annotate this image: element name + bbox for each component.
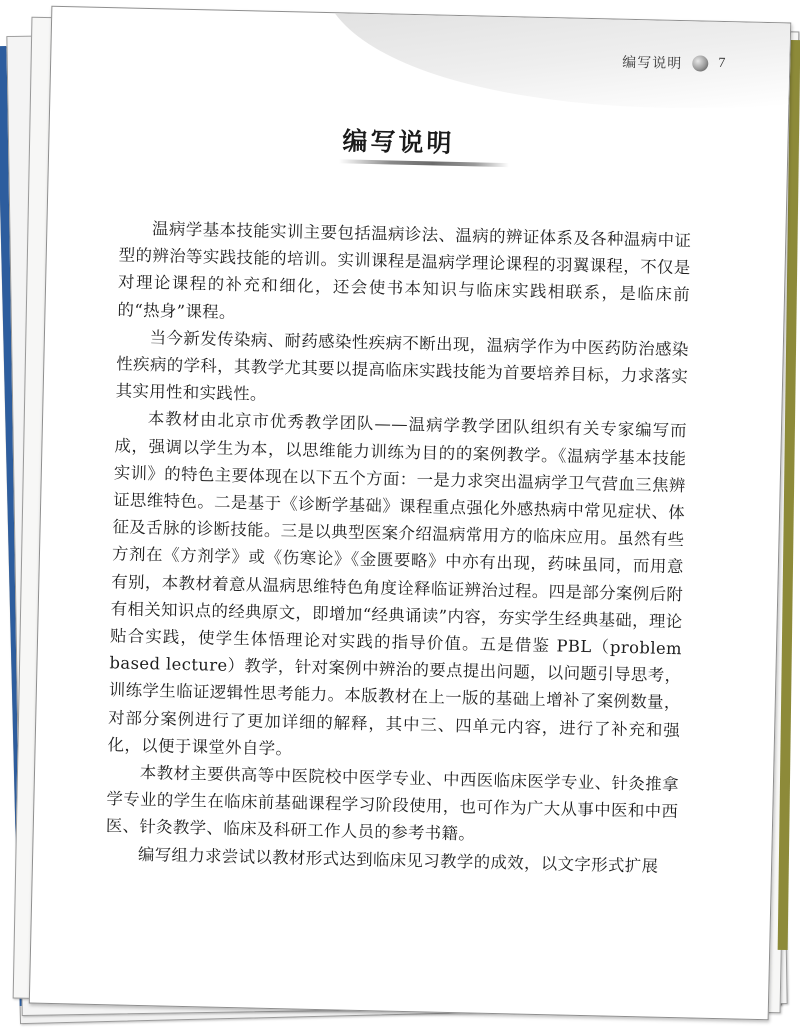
paragraph-1: 温病学基本技能实训主要包括温病诊法、温病的辨证体系及各种温病中证型的辨治等实践技能的培训。实训课程是温病学理论课程的羽翼课程，不仅是对理论课程的补充和细化，还会使书本知识与临床实践相联系，是临床前的“热身”课程。 <box>117 219 692 322</box>
running-header-title: 编写说明 <box>622 54 683 73</box>
paragraph-4: 本教材主要供高等中医院校中医学专业、中西医临床医学专业、针灸推拿学专业的学生在临床前基础课程学习阶段使用，也可作为广大从事中医和中西医、针灸教学、临床及科研工作人员的参考书籍。 <box>105 763 680 845</box>
body-text <box>105 214 692 880</box>
paragraph-3: 本教材由北京市优秀教学团队——温病学教学团队组织有关专家编写而成，强调以学生为本，以思维能力训练为目的的案例教学。《温病学基本技能实训》的特色主要体现在以下五个方面：一是力求突出温病学卫气营血三焦辨证思维特色。二是基于《诊断学基础》课程重点强化外感热病中常见症状、体征及舌脉的诊断技能。三是以典型医案介绍温病常用方的临床应用。虽然有些方剂在《方剂学》或《伤寒论》《金匮要略》中亦有出现，药味虽同，而用意有别，本教材着意从温病思维特色角度诠释临证辨治过程。四是部分案例后附有相关知识点的经典原文，即增加“经典诵读”内容，夯实学生经典基础，理论贴合实践，使学生体悟理论对实践的指导价值。五是借鉴 PBL（problem based lecture）教学，针对案例中辨治的要点提出问题，以问题引导思考，训练学生临证逻辑性思考能力。本版教材在上一版的基础上增补了案例数量，对部分案例进行了更加详细的解释，其中三、四单元内容，进行了补充和强化，以便于课堂外自学。 <box>107 409 688 759</box>
paragraph-2: 当今新发传染病、耐药感染性疾病不断出现，温病学作为中医药防治感染性疾病的学科，其教学尤其要以提高临床实践技能为首要培养目标，力求落实其实用性和实践性。 <box>115 327 689 404</box>
page-title: 编写说明 <box>342 126 455 158</box>
running-header <box>622 52 725 74</box>
paragraph-5: 编写组力求尝试以教材形式达到临床见习教学的成效，以文字形式扩展 <box>137 844 659 876</box>
page-number: 7 <box>718 55 726 72</box>
document-page <box>29 6 791 1021</box>
header-globe-icon <box>692 55 708 71</box>
